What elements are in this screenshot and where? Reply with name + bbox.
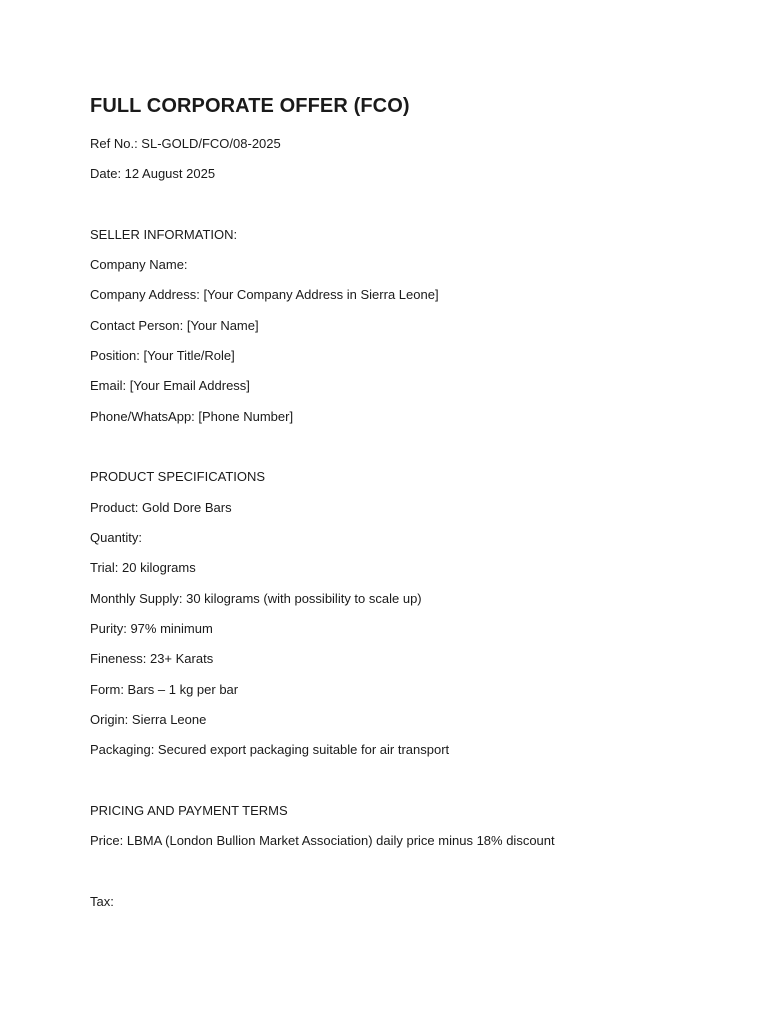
pricing-heading: PRICING AND PAYMENT TERMS: [90, 803, 288, 818]
product-quantity: Quantity:: [90, 530, 143, 545]
document-date: Date: 12 August 2025: [90, 166, 216, 181]
ref-number: Ref No.: SL-GOLD/FCO/08-2025: [90, 136, 281, 151]
product-name: Product: Gold Dore Bars: [90, 500, 232, 515]
product-heading: PRODUCT SPECIFICATIONS: [90, 469, 266, 484]
product-origin: Origin: Sierra Leone: [90, 712, 207, 727]
seller-position: Position: [Your Title/Role]: [90, 348, 235, 363]
seller-contact-person: Contact Person: [Your Name]: [90, 318, 259, 333]
seller-email: Email: [Your Email Address]: [90, 378, 250, 393]
seller-company-name: Company Name:: [90, 257, 188, 272]
product-purity: Purity: 97% minimum: [90, 621, 213, 636]
seller-phone: Phone/WhatsApp: [Phone Number]: [90, 409, 294, 424]
product-packaging: Packaging: Secured export packaging suitable for air transport: [90, 742, 450, 757]
seller-heading: SELLER INFORMATION:: [90, 227, 238, 242]
product-fineness: Fineness: 23+ Karats: [90, 651, 214, 666]
product-monthly-supply: Monthly Supply: 30 kilograms (with possibility to scale up): [90, 591, 422, 606]
document-title: FULL CORPORATE OFFER (FCO): [90, 95, 410, 117]
seller-company-address: Company Address: [Your Company Address in Sierra Leone]: [90, 287, 439, 302]
product-form: Form: Bars – 1 kg per bar: [90, 682, 239, 697]
pricing-price: Price: LBMA (London Bullion Market Association) daily price minus 18% discount: [90, 833, 555, 848]
pricing-tax: Tax:: [90, 894, 114, 909]
product-trial: Trial: 20 kilograms: [90, 560, 196, 575]
